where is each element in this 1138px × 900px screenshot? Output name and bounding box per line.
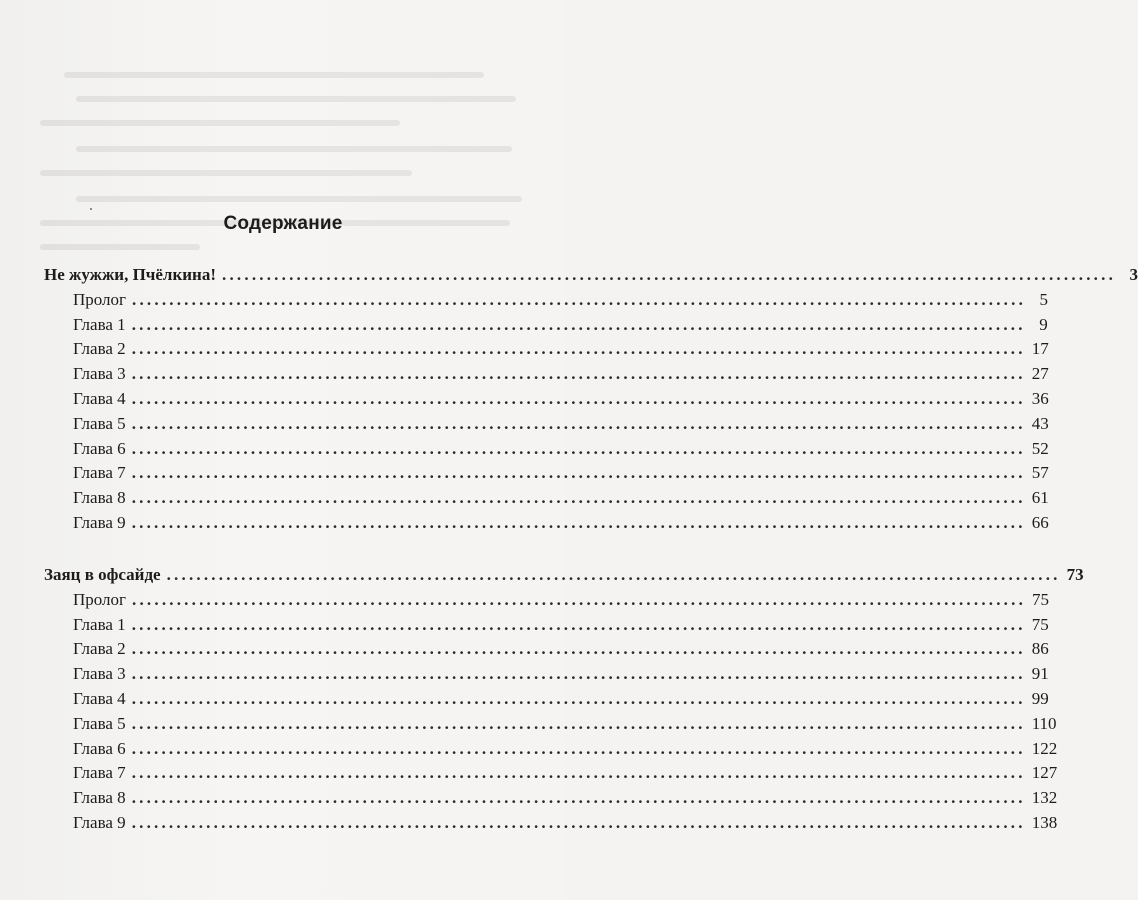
- toc-chapter-entry: [73, 337, 1049, 361]
- page-number: 110: [1031, 714, 1057, 733]
- chapter-label: Глава 3: [73, 364, 126, 383]
- chapter-label: Глава 9: [73, 513, 126, 532]
- dot-leader: ........................................................................................................................: [132, 590, 1027, 609]
- toc-chapter-entry: [73, 588, 1050, 612]
- page-number: 86: [1031, 639, 1049, 658]
- chapter-label: Глава 6: [73, 739, 126, 758]
- section-title: Заяц в офсайде: [44, 565, 161, 584]
- chapter-label: Глава 3: [73, 664, 126, 683]
- toc-chapter-entry: [73, 437, 1049, 461]
- dot-leader: ........................................................................................................................: [131, 639, 1026, 658]
- page-number: 132: [1031, 788, 1058, 807]
- page-number: 75: [1031, 615, 1049, 634]
- dot-leader: ........................................................................................................................: [131, 813, 1026, 832]
- toc-section-entry: [44, 263, 1138, 287]
- toc-chapter-entry: [73, 461, 1049, 485]
- dot-leader: ........................................................................................................................: [131, 788, 1026, 807]
- toc-chapter-entry: [73, 786, 1058, 810]
- dot-leader: ........................................................................................................................: [222, 265, 1117, 284]
- section-title: Не жужжи, Пчёлкина!: [44, 265, 217, 284]
- page-number: 52: [1031, 439, 1049, 458]
- dot-leader: ........................................................................................................................: [131, 689, 1026, 708]
- page-number: 61: [1031, 488, 1049, 507]
- dot-leader: ........................................................................................................................: [131, 315, 1026, 334]
- dot-leader: ........................................................................................................................: [131, 439, 1026, 458]
- stray-dot: [90, 208, 92, 210]
- chapter-label: Глава 8: [73, 788, 126, 807]
- toc-chapter-entry: [73, 712, 1057, 736]
- toc-chapter-entry: [73, 737, 1058, 761]
- chapter-label: Глава 8: [73, 488, 126, 507]
- page-number: 43: [1031, 414, 1049, 433]
- page-number: 57: [1031, 463, 1049, 482]
- chapter-label: Пролог: [73, 290, 127, 309]
- chapter-label: Пролог: [73, 590, 127, 609]
- page-number: 122: [1031, 739, 1058, 758]
- chapter-label: Глава 7: [73, 763, 126, 782]
- dot-leader: ........................................................................................................................: [131, 615, 1026, 634]
- page-number: 75: [1032, 590, 1050, 609]
- dot-leader: ........................................................................................................................: [166, 565, 1061, 584]
- page-number: 9: [1039, 315, 1048, 334]
- toc-chapter-entry: [73, 687, 1049, 711]
- dot-leader: ........................................................................................................................: [131, 339, 1026, 358]
- toc-chapter-entry: [73, 313, 1048, 337]
- chapter-label: Глава 6: [73, 439, 126, 458]
- page-number: 17: [1031, 339, 1049, 358]
- dot-leader: ........................................................................................................................: [131, 739, 1026, 758]
- toc-chapter-entry: [73, 662, 1049, 686]
- chapter-label: Глава 4: [73, 389, 126, 408]
- dot-leader: ........................................................................................................................: [131, 389, 1026, 408]
- chapter-label: Глава 1: [73, 615, 126, 634]
- toc-section-entry: [44, 563, 1084, 587]
- toc-chapter-entry: [73, 387, 1049, 411]
- toc-chapter-entry: [73, 362, 1049, 386]
- dot-leader: ........................................................................................................................: [131, 763, 1026, 782]
- chapter-label: Глава 7: [73, 463, 126, 482]
- chapter-label: Глава 2: [73, 339, 126, 358]
- page-number: 127: [1031, 763, 1058, 782]
- chapter-label: Глава 5: [73, 714, 126, 733]
- page-number: 91: [1031, 664, 1049, 683]
- chapter-label: Глава 2: [73, 639, 126, 658]
- toc-chapter-entry: [73, 288, 1049, 312]
- page-number: 36: [1031, 389, 1049, 408]
- dot-leader: ........................................................................................................................: [131, 463, 1026, 482]
- page-number: 99: [1031, 689, 1049, 708]
- dot-leader: ........................................................................................................................: [131, 414, 1026, 433]
- page-number: 66: [1031, 513, 1049, 532]
- page-number: 5: [1039, 290, 1049, 309]
- chapter-label: Глава 5: [73, 414, 126, 433]
- toc-chapter-entry: [73, 412, 1049, 436]
- page-number: 138: [1031, 813, 1058, 832]
- page-number: 73: [1066, 565, 1084, 584]
- dot-leader: ........................................................................................................................: [131, 664, 1026, 683]
- dot-leader: ........................................................................................................................: [131, 364, 1026, 383]
- toc-chapter-entry: [73, 486, 1049, 510]
- chapter-label: Глава 4: [73, 689, 126, 708]
- page-number: 3: [1129, 265, 1138, 284]
- toc-heading: Содержание: [223, 213, 343, 234]
- toc-chapter-entry: [73, 511, 1049, 535]
- toc-chapter-entry: [73, 761, 1058, 785]
- chapter-label: Глава 9: [73, 813, 126, 832]
- toc-chapter-entry: [73, 613, 1049, 637]
- dot-leader: ........................................................................................................................: [131, 488, 1026, 507]
- page-number: 27: [1031, 364, 1049, 383]
- chapter-label: Глава 1: [73, 315, 126, 334]
- toc-chapter-entry: [73, 811, 1058, 835]
- dot-leader: ........................................................................................................................: [131, 513, 1026, 532]
- toc-chapter-entry: [73, 637, 1049, 661]
- dot-leader: ........................................................................................................................: [132, 290, 1027, 309]
- dot-leader: ........................................................................................................................: [131, 714, 1026, 733]
